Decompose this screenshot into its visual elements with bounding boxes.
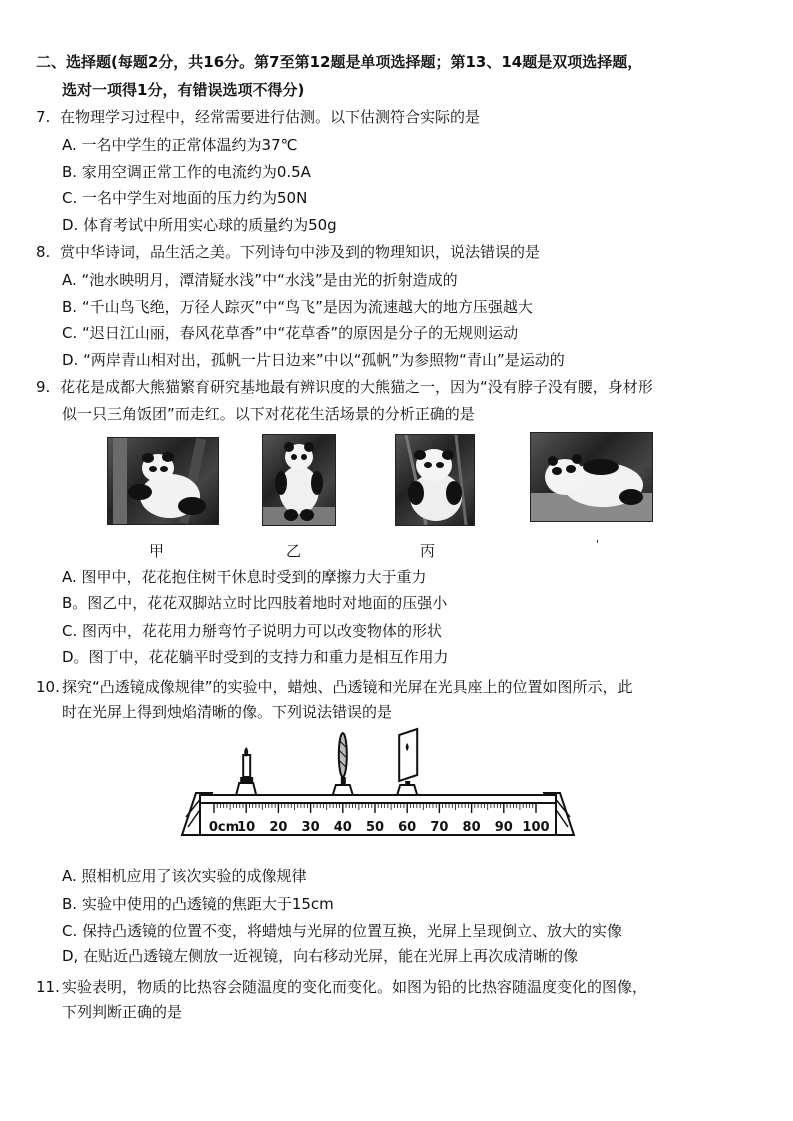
ruler-tick-label: 90 bbox=[494, 820, 513, 835]
optical-bench-diagram bbox=[178, 727, 578, 842]
bench-rail bbox=[200, 795, 556, 803]
q8-option-a: A. “池水映明月，潭清疑水浅”中“水浅”是由光的折射造成的 bbox=[62, 271, 458, 289]
ruler-tick-label: 0cm bbox=[208, 820, 240, 835]
q9-option-b: B。图乙中，花花双脚站立时比四肢着地时对地面的压强小 bbox=[62, 594, 448, 612]
question-9-stem-line1: 花花是成都大熊猫繁育研究基地最有辨识度的大熊猫之一，因为“没有脖子没有腰，身材形 bbox=[60, 378, 653, 396]
ruler-tick-label: 50 bbox=[365, 820, 385, 835]
ruler-tick-label: 10 bbox=[237, 820, 256, 835]
section-title: 二、选择题(每题2分，共16分。第7至第12题是单项选择题；第13、14题是双项选择题， bbox=[36, 53, 643, 71]
question-11-number: 11. bbox=[36, 978, 60, 996]
caption-jia: 甲 bbox=[149, 542, 165, 560]
candle bbox=[236, 747, 256, 795]
caption-ding: ' bbox=[596, 538, 600, 551]
q10-option-a: A. 照相机应用了该次实验的成像规律 bbox=[62, 867, 307, 885]
ruler-tick-label: 70 bbox=[430, 820, 449, 835]
ruler-tick-label: 40 bbox=[333, 820, 352, 835]
ruler-tick-label: 100 bbox=[522, 820, 550, 835]
q10-option-d: D, 在贴近凸透镜左侧放一近视镜，向右移动光屏，能在光屏上再次成清晰的像 bbox=[62, 947, 579, 965]
ruler-tick-label: 60 bbox=[398, 820, 417, 835]
question-11-stem-line1: 实验表明，物质的比热容会随温度的变化而变化。如图为铅的比热容随温度变化的图像， bbox=[62, 978, 648, 996]
q10-option-b: B. 实验中使用的凸透镜的焦距大于15cm bbox=[62, 895, 334, 913]
caption-bing: 丙 bbox=[420, 542, 436, 560]
question-9-number: 9. bbox=[36, 378, 51, 396]
question-9-stem-line2: 似一只三角饭团”而走红。以下对花花生活场景的分析正确的是 bbox=[62, 405, 475, 423]
q9-option-c: C. 图丙中，花花用力掰弯竹子说明力可以改变物体的形状 bbox=[62, 622, 443, 640]
light-screen bbox=[397, 729, 417, 795]
q8-option-d: D. “两岸青山相对出，孤帆一片日边来”中以“孤帆”为参照物“青山”是运动的 bbox=[62, 351, 565, 369]
q7-option-d: D. 体育考试中所用实心球的质量约为50g bbox=[62, 216, 337, 234]
panda-photo-bing bbox=[395, 434, 475, 526]
question-10-number: 10. bbox=[36, 678, 60, 696]
q10-option-c: C. 保持凸透镜的位置不变，将蜡烛与光屏的位置互换，光屏上呈现倒立、放大的实像 bbox=[62, 922, 623, 940]
convex-lens bbox=[333, 733, 353, 795]
question-11-stem-line2: 下列判断正确的是 bbox=[62, 1003, 183, 1021]
section-title-cont: 选对一项得1分，有错误选项不得分) bbox=[62, 81, 305, 99]
question-8-stem: 赏中华诗词，品生活之美。下列诗句中涉及到的物理知识，说法错误的是 bbox=[60, 243, 541, 261]
question-10-stem-line2: 时在光屏上得到烛焰清晰的像。下列说法错误的是 bbox=[62, 703, 393, 721]
q7-option-a: A. 一名中学生的正常体温约为37℃ bbox=[62, 136, 298, 154]
panda-photo-yi bbox=[262, 434, 336, 526]
question-10-stem-line1: 探究“凸透镜成像规律”的实验中，蜡烛、凸透镜和光屏在光具座上的位置如图所示，此 bbox=[62, 678, 633, 696]
q8-option-b: B. “千山鸟飞绝，万径人踪灭”中“鸟飞”是因为流速越大的地方压强越大 bbox=[62, 298, 533, 316]
question-7-stem: 在物理学习过程中，经常需要进行估测。以下估测符合实际的是 bbox=[60, 108, 481, 126]
ruler-tick-label: 30 bbox=[301, 820, 320, 835]
caption-yi: 乙 bbox=[286, 542, 302, 560]
q8-option-c: C. “迟日江山丽，春风花草香”中“花草香”的原因是分子的无规则运动 bbox=[62, 324, 519, 342]
q9-option-a: A. 图甲中，花花抱住树干休息时受到的摩擦力大于重力 bbox=[62, 568, 427, 586]
panda-photo-ding bbox=[530, 432, 653, 522]
q9-option-d: D。图丁中，花花躺平时受到的支持力和重力是相互作用力 bbox=[62, 648, 449, 666]
question-7-number: 7. bbox=[36, 108, 51, 126]
ruler-tick-label: 80 bbox=[462, 820, 481, 835]
q7-option-c: C. 一名中学生对地面的压力约为50N bbox=[62, 189, 308, 207]
q7-option-b: B. 家用空调正常工作的电流约为0.5A bbox=[62, 163, 311, 181]
panda-photo-jia bbox=[107, 437, 219, 525]
ruler-tick-label: 20 bbox=[269, 820, 288, 835]
question-8-number: 8. bbox=[36, 243, 51, 261]
